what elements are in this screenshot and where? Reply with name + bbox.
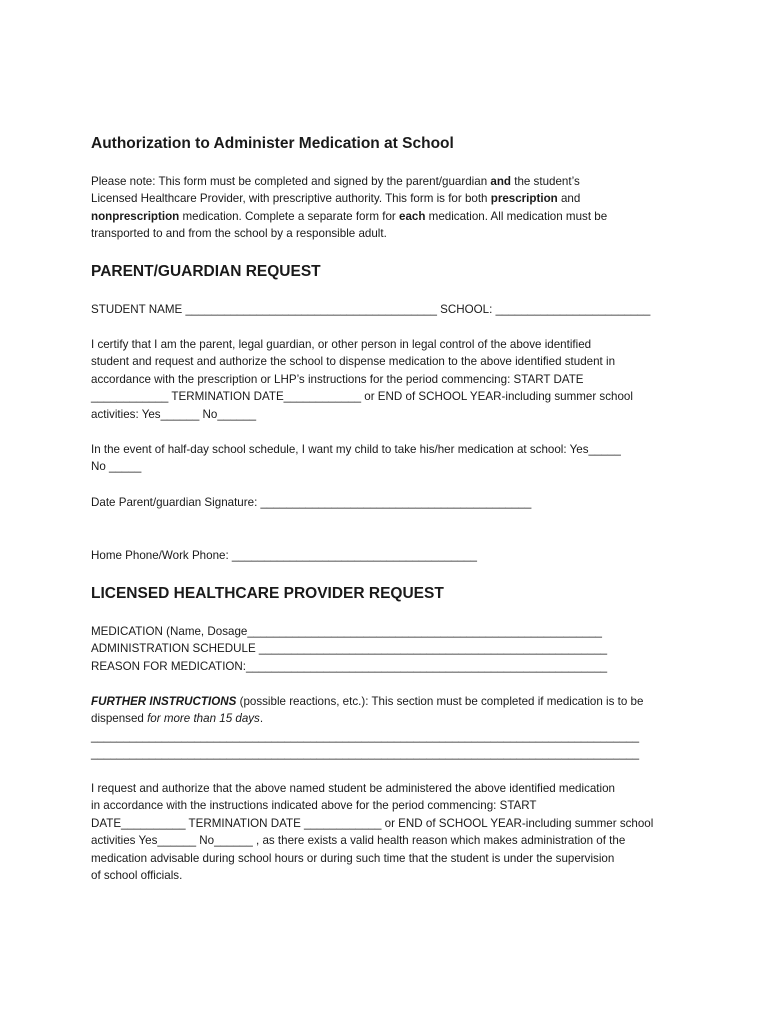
further-instructions: FURTHER INSTRUCTIONS (possible reactions, etc.): This section must be completed if medication is to be dispensed for more than 15 days. _____________________________________________________________________________________ _____________________________________________________________________________________ [91,693,683,763]
summer-activities-line[interactable]: activities: Yes______ No______ [91,407,257,421]
medication-fields [91,623,683,675]
note-line-2: Licensed Healthcare Provider, with prescriptive authority. This form is for both prescription and [91,192,581,206]
reason-field[interactable]: REASON FOR MEDICATION:________________________________________________________ [91,659,608,673]
student-school-line[interactable]: STUDENT NAME _______________________________________ SCHOOL: ________________________ [91,303,651,316]
instructions-blank-line-1[interactable]: _____________________________________________________________________________________ [91,729,640,743]
instructions-blank-line-2[interactable]: _____________________________________________________________________________________ [91,747,640,761]
note-line-1: Please note: This form must be completed and signed by the parent/guardian and the student’s [91,175,580,188]
note-line-4: transported to and from the school by a responsible adult. [91,227,387,241]
medication-field[interactable]: MEDICATION (Name, Dosage_______________________________________________________ [91,625,602,638]
certify-paragraph: I certify that I am the parent, legal guardian, or other person in legal control of the above identified student and request and authorize the school to dispense medication to the above identified student in accordance with the prescription or LHP’s instructions for the period commencing: START DATE ____________ TERMINATION DATE____________ or END of SCHOOL YEAR-including summer school activities: Yes______ No______ [91,336,683,423]
provider-request-paragraph: I request and authorize that the above named student be administered the above identified medication in accordance with the instructions indicated above for the period commencing: START DATE__________ TERMINATION DATE ____________ or END of SCHOOL YEAR-including summer school activities Yes______ No______ , as there exists a valid health reason which makes administration of the medication advisable during school hours or during such time that the student is under the supervision of school officials. [91,780,683,884]
provider-dates-line[interactable]: DATE__________ TERMINATION DATE ____________ or END of SCHOOL YEAR-including summer school [91,816,654,830]
intro-note [91,173,683,243]
parent-section-heading: PARENT/GUARDIAN REQUEST [91,263,321,280]
termination-date-line[interactable]: ____________ TERMINATION DATE____________ or END of SCHOOL YEAR-including summer school [91,390,633,404]
provider-section-heading: LICENSED HEALTHCARE PROVIDER REQUEST [91,585,444,602]
note-line-3: nonprescription medication. Complete a separate form for each medication. All medication must be [91,209,608,223]
form-title: Authorization to Administer Medication at School [91,135,454,152]
parent-signature-line[interactable]: Date Parent/guardian Signature: __________________________________________ [91,496,532,509]
phone-line[interactable]: Home Phone/Work Phone: ______________________________________ [91,549,477,562]
half-day-paragraph[interactable]: In the event of half-day school schedule, I want my child to take his/her medication at school: Yes_____ No _____ [91,443,621,474]
administration-schedule-field[interactable]: ADMINISTRATION SCHEDULE ______________________________________________________ [91,642,608,656]
provider-yes-no-line[interactable]: activities Yes______ No______ , as there exists a valid health reason which makes administration of the [91,834,626,848]
